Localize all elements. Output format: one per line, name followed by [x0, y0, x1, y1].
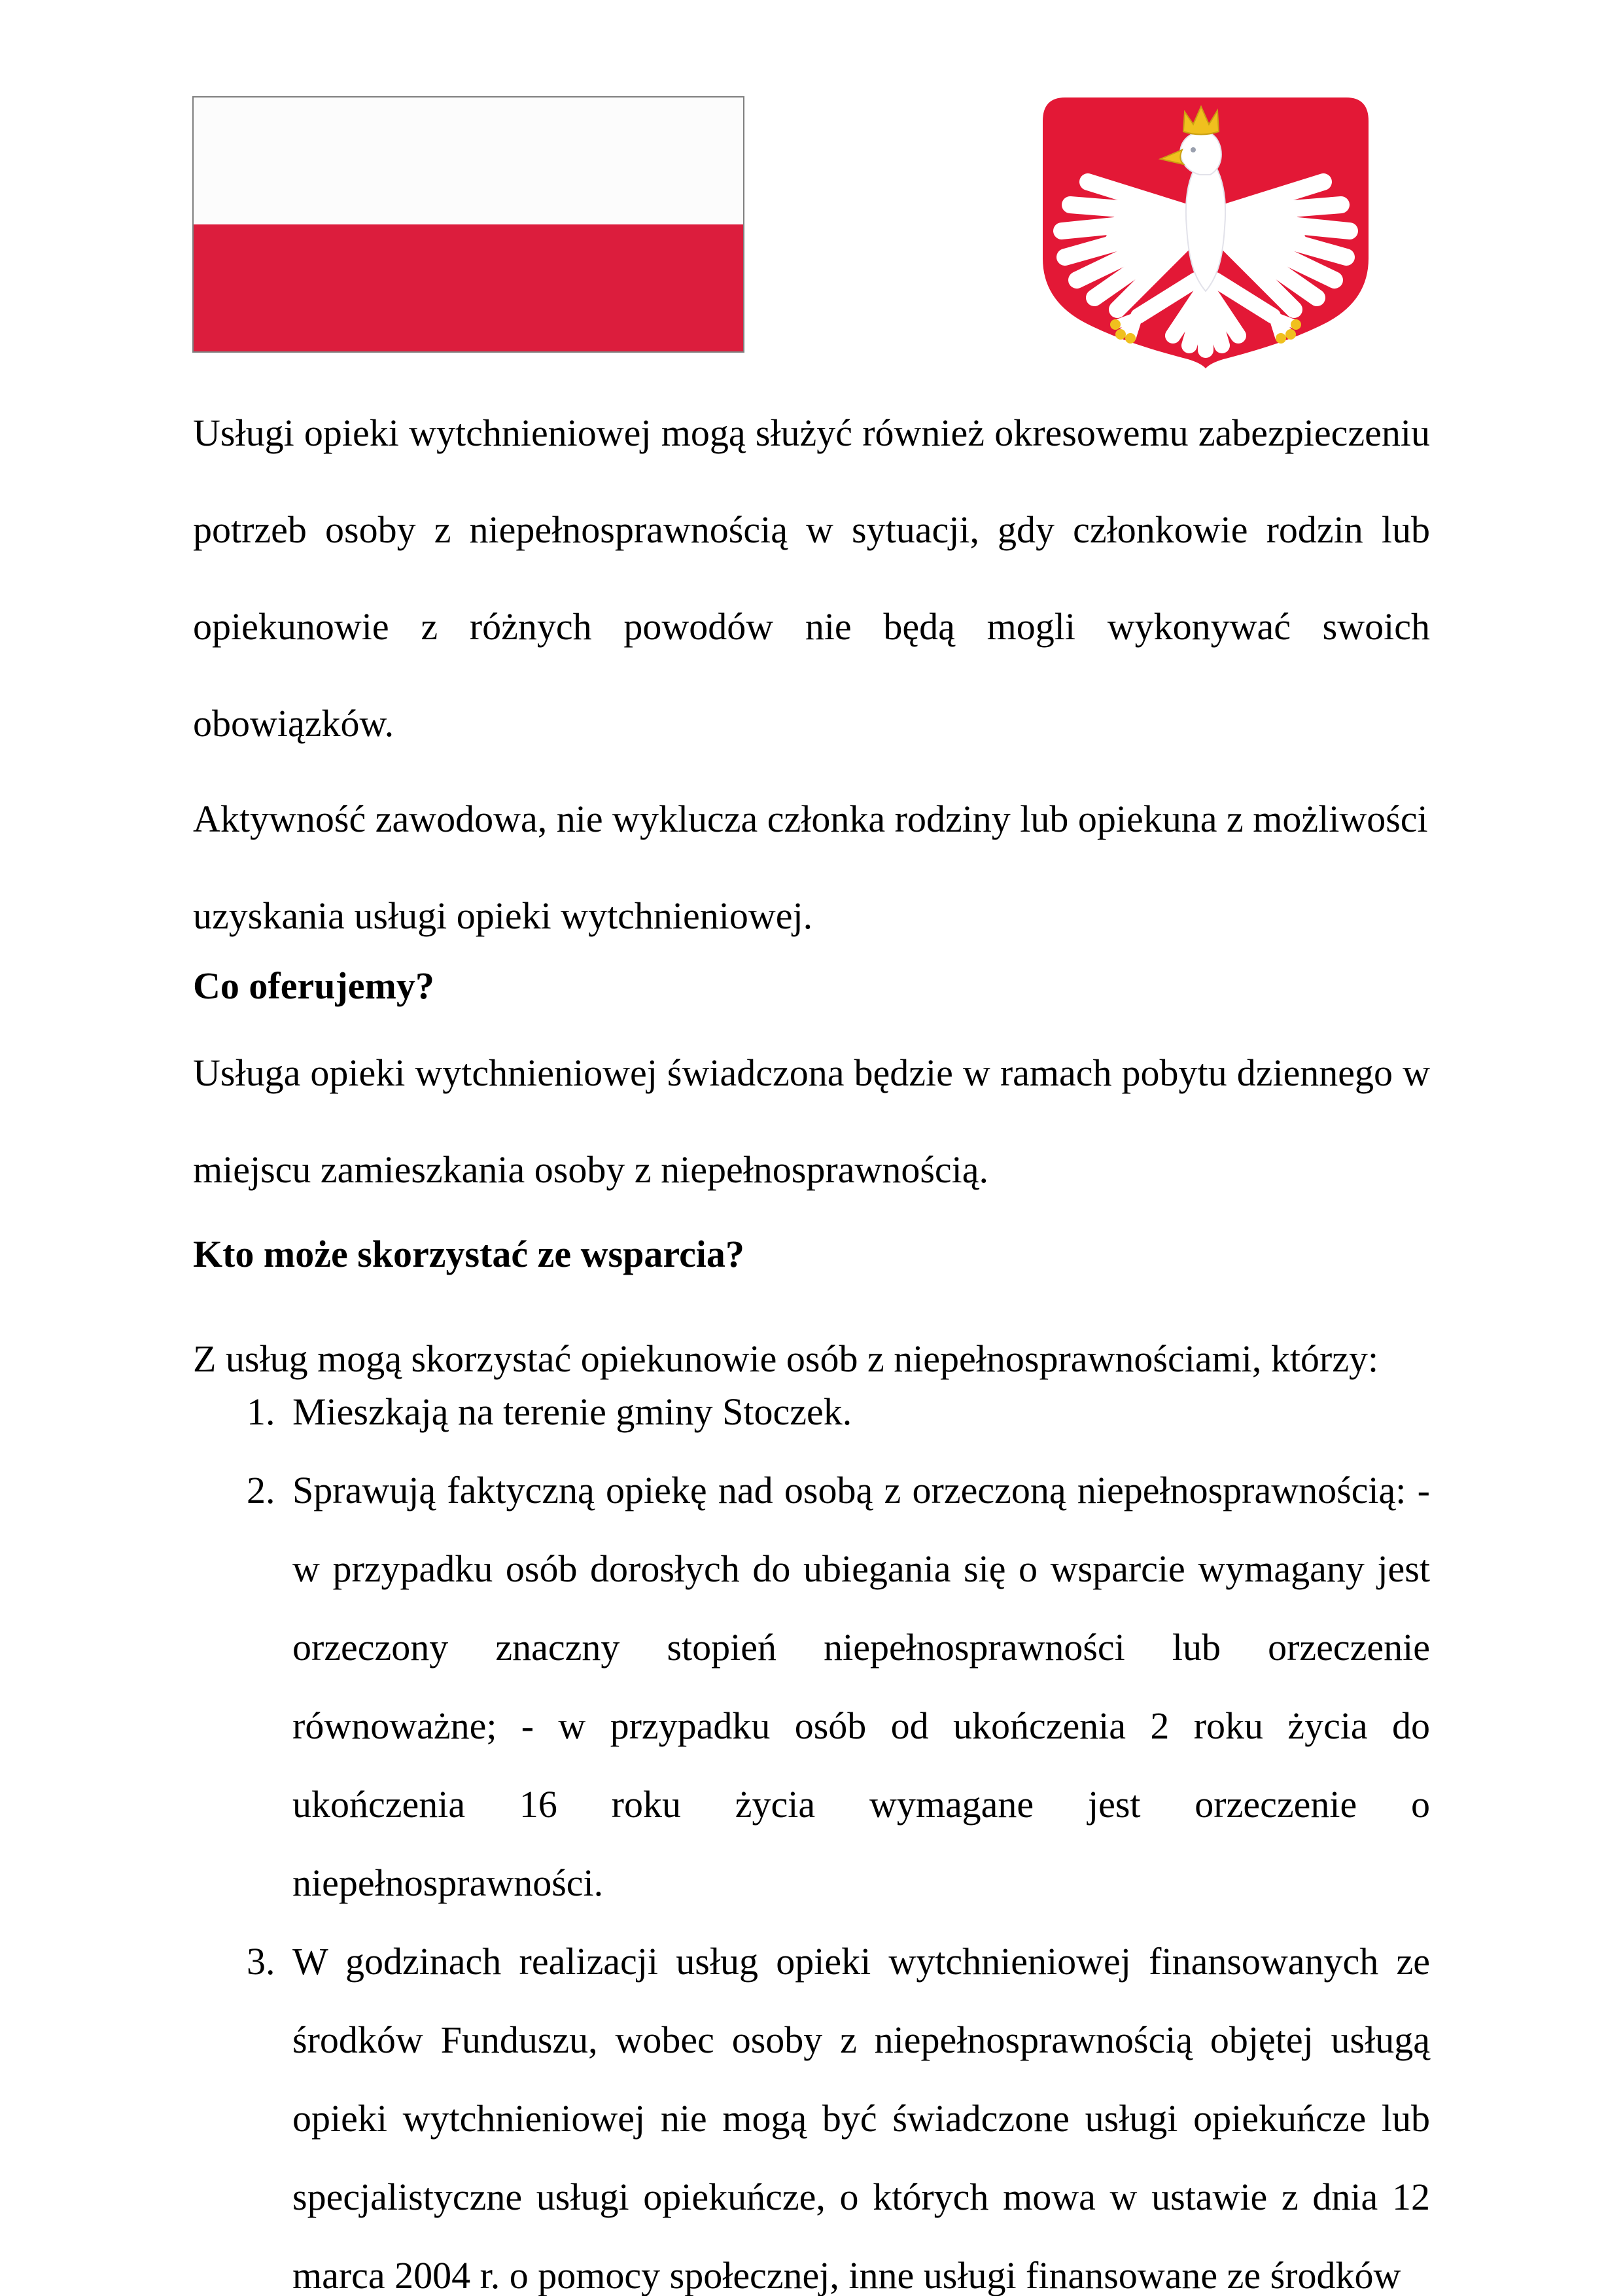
list-item: [247, 1922, 1430, 2296]
paragraph-activity: Aktywność zawodowa, nie wyklucza członka rodziny lub opiekuna z możliwości uzyskania usługi opieki wytchnieniowej.: [193, 798, 1428, 937]
list-item-text: W godzinach realizacji usług opieki wytchnieniowej finansowanych ze środków Funduszu, wobec osoby z niepełnosprawnością objętej usługą opieki wytchnieniowej nie mogą być świadczone usługi opiekuńcze lub specjalistyczne usługi opiekuńcze, o których mowa w ustawie z dnia 12 marca 2004 r. o pomocy społecznej, inne usługi finansowane ze środków: [292, 1940, 1430, 2296]
list-item-text: Sprawują faktyczną opiekę nad osobą z orzeczoną niepełnosprawnością: - w przypadku osób dorosłych do ubiegania się o wsparcie wymagany jest orzeczony znaczny stopień niepełnosprawności lub orzeczenie równoważne; - w przypadku osób od ukończenia 2 roku życia do ukończenia 16 roku życia wymagane jest orzeczenie o niepełnosprawności.: [292, 1469, 1430, 1904]
section-heading-eligibility: Kto może skorzystać ze wsparcia?: [193, 1233, 744, 1276]
section-heading-offer: Co oferujemy?: [193, 964, 434, 1008]
poland-coat-of-arms-icon: [1039, 94, 1372, 372]
flag-white-stripe: [194, 97, 743, 224]
list-item-text: Mieszkają na terenie gminy Stoczek.: [292, 1390, 852, 1433]
paragraph-offer: Usługa opieki wytchnieniowej świadczona będzie w ramach pobytu dziennego w miejscu zamieszkania osoby z niepełnosprawnością.: [193, 1051, 1430, 1191]
eligibility-list: [247, 1373, 1430, 2296]
list-item-number: 3.: [247, 1940, 275, 1983]
list-item: [247, 1373, 1430, 1451]
list-item-number: 1.: [247, 1390, 275, 1433]
paragraph-eligibility-lead: Z usług mogą skorzystać opiekunowie osób z niepełnosprawnościami, którzy:: [193, 1337, 1379, 1380]
flag-red-stripe: [194, 224, 743, 351]
paragraph-intro: Usługi opieki wytchnieniowej mogą służyć również okresowemu zabezpieczeniu potrzeb osoby z niepełnosprawnością w sytuacji, gdy członkowie rodzin lub opiekunowie z różnych powodów nie będą mogli wykonywać swoich obowiązków.: [193, 412, 1430, 745]
poland-flag: [192, 96, 744, 353]
list-item-number: 2.: [247, 1469, 275, 1511]
list-item: [247, 1451, 1430, 1922]
